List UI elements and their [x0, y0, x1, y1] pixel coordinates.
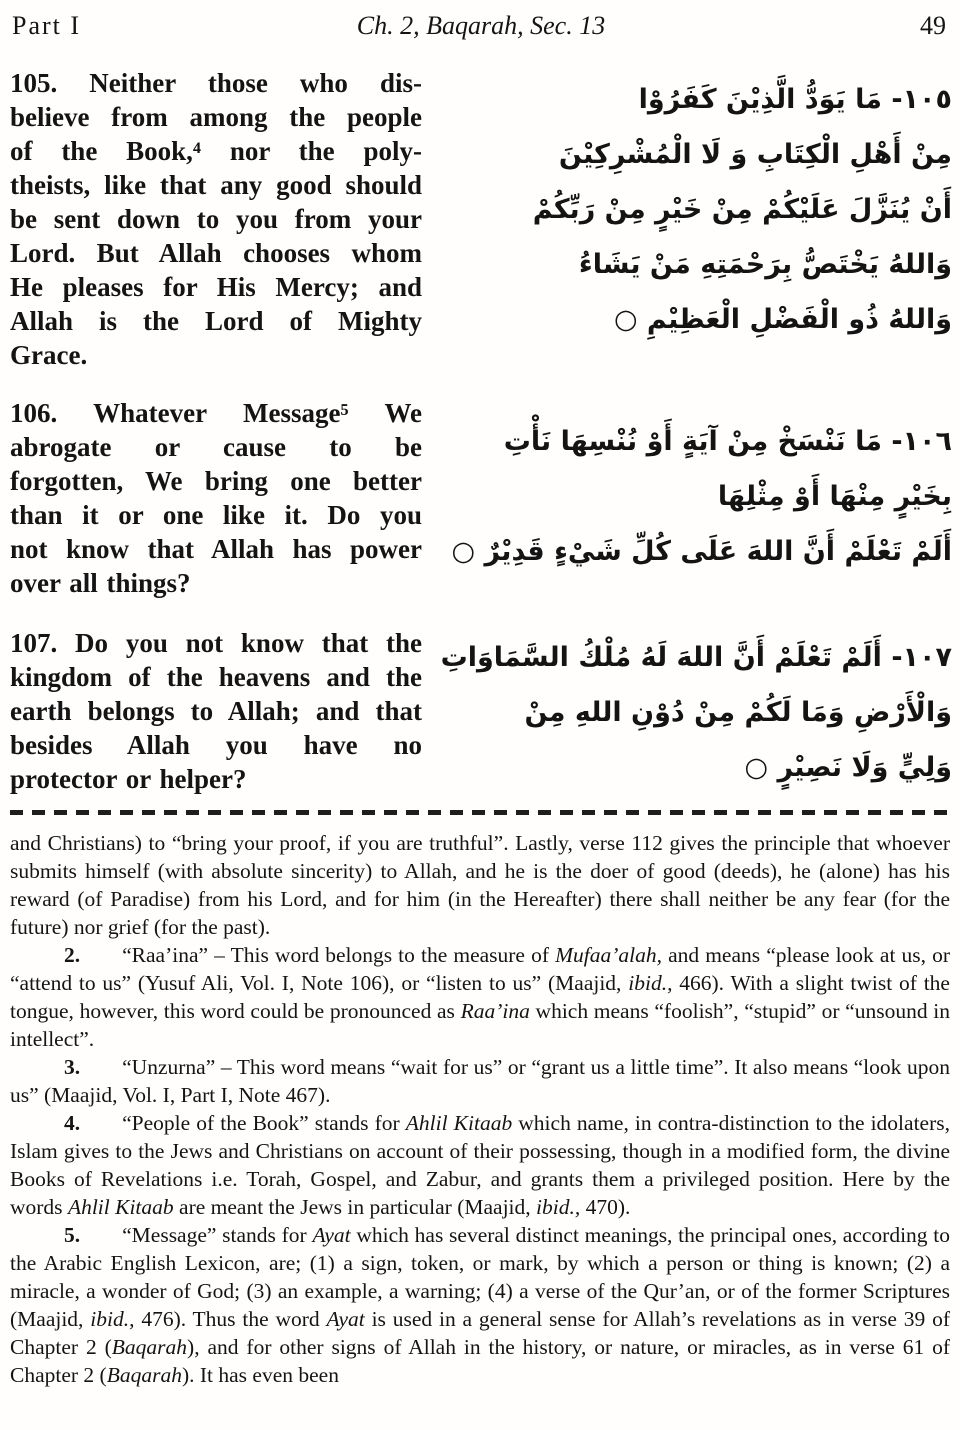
verse-english-line: Allah is the Lord of Mighty: [10, 306, 422, 336]
verse-english-line: 106. Whatever Message⁵ We: [10, 398, 422, 428]
verse-english-line: abrogate or cause to be: [10, 432, 422, 462]
verse-english-line: than it or one like it. Do you: [10, 500, 422, 530]
footnote-item-3: [10, 1053, 950, 1109]
verse-arabic-line: ١٠٧- أَلَمْ تَعْلَمْ أَنَّ اللهَ لَهُ مُلْكُ السَّمَاوَاتِ: [440, 642, 952, 673]
footnote-number: 4.: [64, 1111, 81, 1135]
footnote-item-4: [10, 1109, 950, 1221]
verse-row-105: [10, 66, 952, 372]
verse-arabic-line: وَاللهُ ذُو الْفَضْلِ الْعَظِيْمِ ○: [613, 304, 952, 335]
verse-arabic-line: أَنْ يُنَزَّلَ عَلَيْكُمْ مِنْ خَيْرٍ مِنْ رَبِّكُمْ: [532, 194, 952, 225]
part-label: Part I: [12, 11, 82, 40]
verse-107-english: [10, 626, 422, 796]
footnote-number: 2.: [64, 943, 81, 967]
verse-106-arabic: [451, 396, 952, 579]
page-header: [10, 10, 952, 46]
verse-107-arabic: [440, 626, 952, 795]
footnote-text: “Raa’ina” – This word belongs to the measure of Mufaa’alah, and means “please look at us, or “attend to us” (Yusuf Ali, Vol. I, Note 106), or “listen to us” (Maajid, ibid., 466). With a slight twist of the tongue, however, this word could be pronounced as Raa’ina which means “foolish”, “stupid” or “unsound in intellect”.: [10, 943, 950, 1051]
verse-row-107: [10, 626, 952, 796]
footnote-text: “Unzurna” – This word means “wait for us” or “grant us a little time”. It also means “look upon us” (Maajid, Vol. I, Part I, Note 467).: [10, 1055, 950, 1107]
footnote-text: “People of the Book” stands for Ahlil Kitaab which name, in contra-distinction to the idolaters, Islam gives to the Jews and Christians on account of their possessing, though in a modified form, the divine Books of Revelations i.e. Torah, Gospel, and Zabur, and grants them a privileged position. Here by the words Ahlil Kitaab are meant the Jews in particular (Maajid, ibid., 470).: [10, 1111, 950, 1219]
verse-arabic-line: ١٠٦- مَا نَنْسَخْ مِنْ آيَةٍ أَوْ نُنْسِهَا نَأْتِ: [503, 426, 952, 457]
verse-english-line: earth belongs to Allah; and that: [10, 696, 422, 726]
page-number: 49: [920, 11, 946, 40]
verse-english-line: over all things?: [10, 568, 191, 598]
verse-arabic-line: ١٠٥- مَا يَوَدُّ الَّذِيْنَ كَفَرُوْا: [638, 84, 952, 115]
verse-arabic-line: مِنْ أَهْلِ الْكِتَابِ وَ لَا الْمُشْرِكِيْنَ: [558, 139, 952, 170]
verse-english-line: Lord. But Allah chooses whom: [10, 238, 422, 268]
verse-106-english: [10, 396, 422, 600]
verse-english-line: believe from among the people: [10, 102, 422, 132]
verse-105-english: [10, 66, 422, 372]
verse-english-line: forgotten, We bring one better: [10, 466, 422, 496]
verse-arabic-line: أَلَمْ تَعْلَمْ أَنَّ اللهَ عَلَى كُلِّ شَيْءٍ قَدِيْرٌ ○: [451, 536, 952, 567]
verse-arabic-line: وَاللهُ يَخْتَصُّ بِرَحْمَتِهِ مَنْ يَشَاءُ: [578, 249, 952, 280]
verse-english-line: protector or helper?: [10, 764, 247, 794]
footnote-continuation: and Christians) to “bring your proof, if you are truthful”. Lastly, verse 112 gives the principle that whoever submits himself (with absolute sincerity) to Allah, and he is the doer of good (deeds), he (alone) has his reward (of Paradise) from his Lord, and for him (in the Hereafter) there shall neither be any fear (for the future) nor grief (for the past).: [10, 831, 950, 939]
verse-arabic-line: بِخَيْرٍ مِنْهَا أَوْ مِثْلِهَا: [717, 481, 952, 512]
chapter-title: Ch. 2, Baqarah, Sec. 13: [356, 11, 606, 40]
verse-arabic-line: وَلِيٍّ وَلَا نَصِيْرٍ ○: [744, 752, 952, 783]
verse-english-line: theists, like that any good should: [10, 170, 422, 200]
verse-english-line: kingdom of the heavens and the: [10, 662, 422, 692]
footnote-item-5: [10, 1221, 950, 1389]
footnote-item-2: [10, 941, 950, 1053]
verse-english-line: 105. Neither those who dis-: [10, 68, 422, 98]
verse-english-line: Grace.: [10, 340, 88, 370]
footnote-number: 3.: [64, 1055, 81, 1079]
footnote-separator: [10, 810, 950, 815]
verse-row-106: [10, 396, 952, 600]
verse-english-line: 107. Do you not know that the: [10, 628, 422, 658]
verse-english-line: He pleases for His Mercy; and: [10, 272, 422, 302]
verse-english-line: besides Allah you have no: [10, 730, 422, 760]
verse-english-line: not know that Allah has power: [10, 534, 422, 564]
footnote-text: “Message” stands for Ayat which has several distinct meanings, the principal ones, according to the Arabic English Lexicon, are; (1) a sign, token, or mark, by which a person or thing is known; (2) a miracle, a wonder of God; (3) an example, a warning; (4) a verse of the Qur’an, or of the former Scriptures (Maajid, ibid., 476). Thus the word Ayat is used in a general sense for Allah’s revelations as in verse 39 of Chapter 2 (Baqarah), and for other signs of Allah in the history, or nature, or miracles, as in verse 61 of Chapter 2 (Baqarah). It has even been: [10, 1223, 951, 1387]
footnote-number: 5.: [64, 1223, 81, 1247]
verse-105-arabic: [486, 66, 952, 347]
verse-arabic-line: وَالْأَرْضِ وَمَا لَكُمْ مِنْ دُوْنِ اللهِ مِنْ: [524, 697, 952, 728]
verse-english-line: of the Book,⁴ nor the poly-: [10, 136, 422, 166]
footnotes-section: [10, 829, 952, 1389]
verse-english-line: be sent down to you from your: [10, 204, 422, 234]
